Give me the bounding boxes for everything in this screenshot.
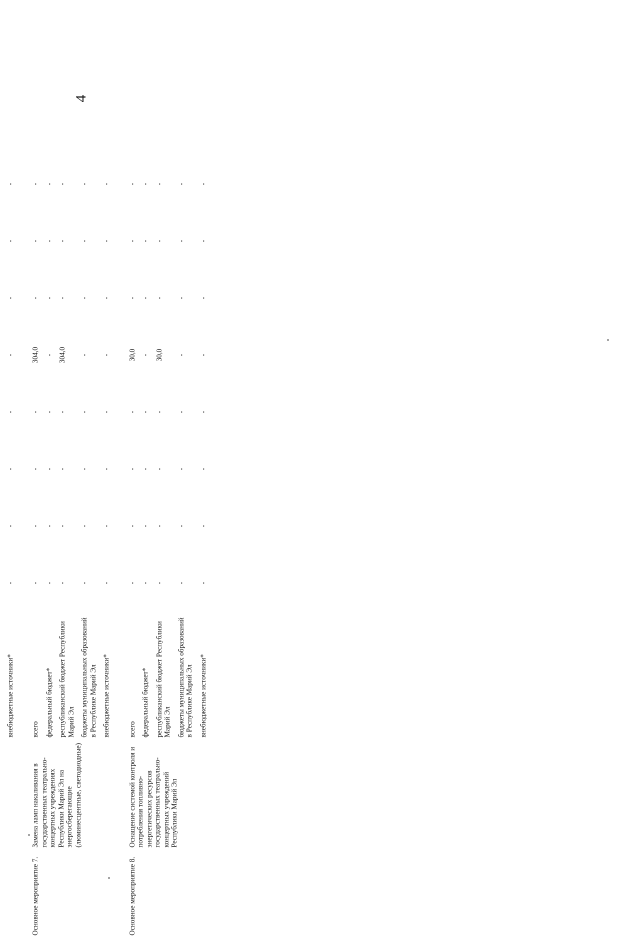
- page-number: 4: [73, 94, 90, 103]
- scan-speck: [607, 339, 609, 341]
- value-cell: -: [31, 524, 40, 528]
- value-cell: -: [58, 524, 67, 528]
- value-cell: -: [177, 182, 186, 186]
- funding-source-cell: внебюджетные источники*: [199, 654, 208, 738]
- value-cell: -: [31, 239, 40, 243]
- value-cell: -: [199, 296, 208, 300]
- value-cell: -: [128, 239, 137, 243]
- value-cell: -: [177, 524, 186, 528]
- description-cell: [0, 740, 16, 850]
- funding-source-cell: внебюджетные источники*: [6, 654, 15, 738]
- value-cell: -: [199, 182, 208, 186]
- value-cell: -: [102, 239, 111, 243]
- value-cell: -: [155, 182, 164, 186]
- table-body: [0, 156, 209, 938]
- description-cell: Замена ламп накаливания в государственных театрально-концертных учреждениях Республики Марий Эл на энергосберегающие (люминесцентные, светодиодные): [31, 742, 83, 848]
- value-cell: -: [177, 467, 186, 471]
- value-cell: -: [155, 581, 164, 585]
- value-cell: -: [45, 410, 54, 414]
- value-cell: -: [199, 239, 208, 243]
- value-cell: -: [58, 296, 67, 300]
- value-cell: -: [45, 524, 54, 528]
- value-cell: -: [199, 410, 208, 414]
- value-cell: -: [128, 467, 137, 471]
- value-cell: -: [141, 524, 150, 528]
- value-cell: -: [45, 182, 54, 186]
- value-cell: -: [177, 353, 186, 357]
- value-cell: -: [80, 410, 89, 414]
- value-cell: -: [6, 296, 15, 300]
- value-cell: -: [45, 296, 54, 300]
- value-cell: -: [177, 581, 186, 585]
- value-cell: -: [80, 524, 89, 528]
- value-cell: -: [141, 581, 150, 585]
- group-spacer: [112, 156, 124, 938]
- funding-source-cell: бюджеты муниципальных образований в Республике Марий Эл: [177, 617, 194, 738]
- value-cell: -: [45, 353, 54, 357]
- value-cell: -: [80, 239, 89, 243]
- value-cell: -: [128, 296, 137, 300]
- value-cell: -: [102, 410, 111, 414]
- value-cell: -: [6, 467, 15, 471]
- value-cell: 304,0: [58, 346, 67, 364]
- value-cell: -: [31, 296, 40, 300]
- value-cell: -: [177, 410, 186, 414]
- table-row: [124, 156, 137, 938]
- description-cell: Оснащение системой контроля и потребления топливно-энергетических ресурсов государственных театрально-концертных учреждений Республики Марий Эл: [128, 746, 179, 848]
- value-cell: -: [177, 296, 186, 300]
- funding-source-cell: внебюджетные источники*: [102, 654, 111, 738]
- value-cell: -: [80, 353, 89, 357]
- value-cell: -: [177, 239, 186, 243]
- value-cell: -: [58, 467, 67, 471]
- value-cell: -: [199, 581, 208, 585]
- value-cell: 304,0: [31, 346, 40, 364]
- table-row: [28, 156, 41, 938]
- value-cell: -: [128, 410, 137, 414]
- funding-source-cell: всего: [128, 721, 137, 738]
- value-cell: -: [31, 410, 40, 414]
- value-cell: -: [102, 182, 111, 186]
- value-cell: -: [128, 182, 137, 186]
- value-cell: -: [6, 239, 15, 243]
- value-cell: -: [6, 524, 15, 528]
- value-cell: -: [102, 524, 111, 528]
- value-cell: -: [58, 182, 67, 186]
- value-cell: 30,0: [128, 348, 137, 362]
- value-cell: -: [199, 467, 208, 471]
- value-cell: -: [155, 467, 164, 471]
- value-cell: -: [31, 581, 40, 585]
- value-cell: -: [45, 467, 54, 471]
- value-cell: -: [141, 353, 150, 357]
- scan-speck: [28, 834, 30, 836]
- funding-source-cell: республиканский бюджет Республики Марий Эл: [58, 621, 76, 738]
- spacer-cell: [16, 156, 28, 938]
- value-cell: -: [80, 467, 89, 471]
- value-cell: -: [199, 524, 208, 528]
- value-cell: -: [45, 581, 54, 585]
- funding-source-cell: республиканский бюджет Республики Марий Эл: [155, 621, 172, 738]
- value-cell: -: [128, 581, 137, 585]
- value-cell: -: [155, 410, 164, 414]
- value-cell: 30,0: [155, 348, 164, 362]
- value-cell: -: [31, 467, 40, 471]
- funding-source-cell: федеральный бюджет*: [45, 667, 54, 738]
- value-cell: -: [199, 353, 208, 357]
- funding-source-cell: всего: [31, 721, 40, 738]
- event-cell: Основное мероприятие 8.: [128, 856, 137, 936]
- value-cell: -: [31, 182, 40, 186]
- value-cell: -: [141, 239, 150, 243]
- value-cell: -: [6, 353, 15, 357]
- value-cell: -: [45, 239, 54, 243]
- value-cell: -: [155, 239, 164, 243]
- value-cell: -: [141, 467, 150, 471]
- value-cell: -: [102, 296, 111, 300]
- funding-source-cell: федеральный бюджет*: [141, 667, 150, 738]
- value-cell: -: [58, 581, 67, 585]
- value-cell: -: [155, 524, 164, 528]
- value-cell: -: [80, 182, 89, 186]
- rotated-table-container: [0, 156, 400, 938]
- value-cell: -: [6, 410, 15, 414]
- value-cell: -: [141, 296, 150, 300]
- event-cell: [0, 850, 16, 938]
- scan-speck: [108, 877, 110, 879]
- value-cell: -: [58, 239, 67, 243]
- spacer-cell: [112, 156, 124, 938]
- value-cell: -: [102, 467, 111, 471]
- group-spacer: [16, 156, 28, 938]
- value-cell: -: [80, 581, 89, 585]
- value-cell: -: [128, 524, 137, 528]
- event-cell: Основное мероприятие 7.: [31, 856, 40, 936]
- value-cell: -: [80, 296, 89, 300]
- value-cell: -: [102, 581, 111, 585]
- value-cell: -: [58, 410, 67, 414]
- value-cell: -: [155, 296, 164, 300]
- value-cell: -: [141, 182, 150, 186]
- funding-source-cell: бюджеты муниципальных образований в Республике Марий Эл: [80, 617, 98, 738]
- funding-table: [0, 156, 209, 938]
- value-cell: -: [6, 581, 15, 585]
- value-cell: -: [6, 182, 15, 186]
- value-cell: -: [141, 410, 150, 414]
- value-cell: -: [102, 353, 111, 357]
